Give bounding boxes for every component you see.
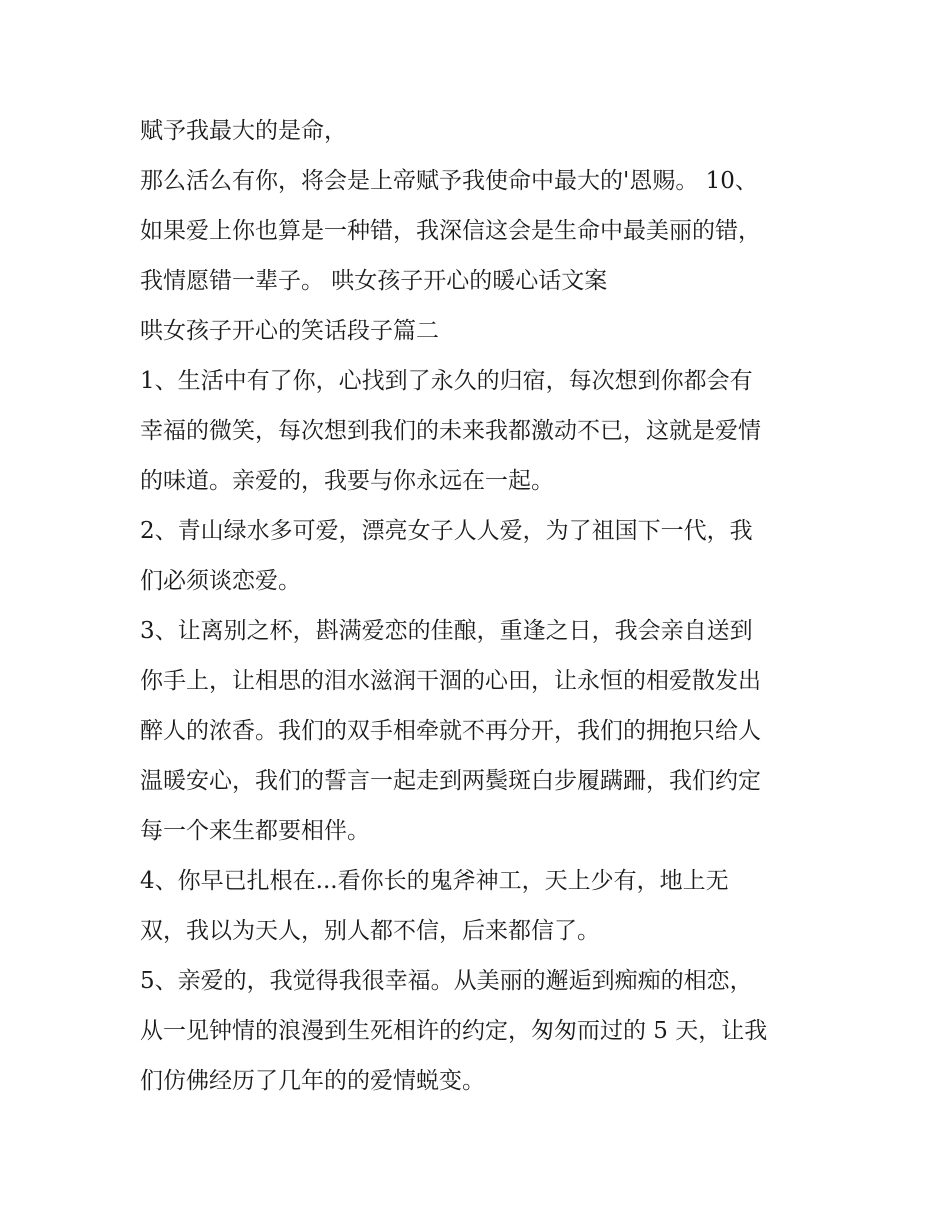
text-line: 4、你早已扎根在...看你长的鬼斧神工，天上少有，地上无: [140, 868, 729, 894]
text-line: 每一个来生都要相伴。: [140, 818, 370, 844]
text-line: 的味道。亲爱的，我要与你永远在一起。: [140, 468, 554, 494]
text-line: 5、亲爱的，我觉得我很幸福。从美丽的邂逅到痴痴的相恋，: [140, 968, 753, 994]
text-line: 幸福的微笑，每次想到我们的未来我都激动不已，这就是爱情: [140, 418, 761, 444]
text-line: 你手上，让相思的泪水滋润干涸的心田，让永恒的相爱散发出: [140, 668, 761, 694]
section-heading: 哄女孩子开心的笑话段子篇二: [140, 318, 439, 344]
text-line: 我情愿错一辈子。 哄女孩子开心的暖心话文案: [140, 268, 608, 294]
text-line: 2、青山绿水多可爱，漂亮女子人人爱，为了祖国下一代，我: [140, 518, 753, 544]
text-line: 如果爱上你也算是一种错，我深信这会是生命中最美丽的错，: [140, 218, 761, 244]
text-line: 双，我以为天人，别人都不信，后来都信了。: [140, 918, 600, 944]
text-line: 从一见钟情的浪漫到生死相许的约定，匆匆而过的 5 天，让我: [140, 1018, 768, 1044]
text-line: 赋予我最大的是命，: [140, 118, 347, 144]
text-line: 醉人的浓香。我们的双手相牵就不再分开，我们的拥抱只给人: [140, 718, 761, 744]
text-line: 们仿佛经历了几年的的爱情蜕变。: [140, 1068, 485, 1094]
document-body: [140, 108, 840, 1108]
text-line: 1、生活中有了你，心找到了永久的归宿，每次想到你都会有: [140, 368, 753, 394]
text-line: 们必须谈恋爱。: [140, 568, 301, 594]
text-line: 温暖安心，我们的誓言一起走到两鬓斑白步履蹒跚，我们约定: [140, 768, 761, 794]
text-line: 3、让离别之杯，斟满爱恋的佳酿，重逢之日，我会亲自送到: [140, 618, 753, 644]
text-line: 那么活么有你，将会是上帝赋予我使命中最大的'恩赐。 10、: [140, 168, 758, 194]
